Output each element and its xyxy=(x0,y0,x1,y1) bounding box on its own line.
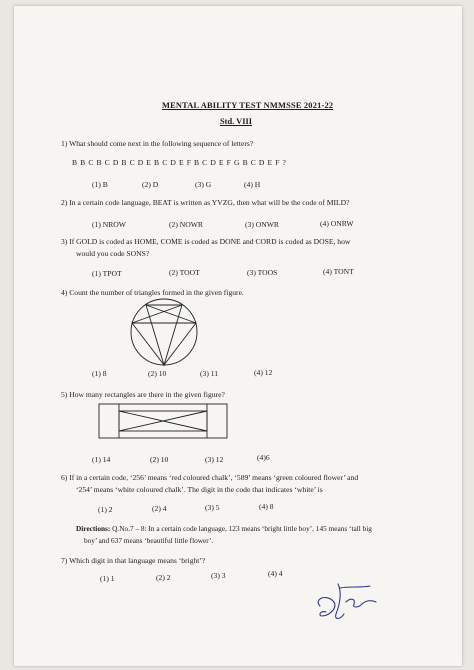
question-3-option-4: (4) TONT xyxy=(323,267,354,276)
question-2-option-1: (1) NROW xyxy=(92,220,126,229)
question-4-text: 4) Count the number of triangles formed in the given figure. xyxy=(61,288,244,297)
question-7-text: 7) Which digit in that language means ‘bright’? xyxy=(61,556,206,565)
question-7-option-3: (3) 3 xyxy=(211,571,226,580)
question-3-option-1: (1) TPOT xyxy=(92,269,122,278)
question-1-option-1: (1) B xyxy=(92,180,108,189)
directions-line-2: boy’ and 637 means ‘beautiful little flower’. xyxy=(84,536,214,545)
triangles-figure xyxy=(98,281,230,381)
question-3-text-line-2: would you code SONS? xyxy=(76,249,150,258)
question-5-option-2: (2) 10 xyxy=(150,455,169,464)
question-2-option-2: (2) NOWR xyxy=(169,220,203,229)
rectangles-figure xyxy=(98,403,228,439)
question-3-text-line-1: 3) If GOLD is coded as HOME, COME is coded as DONE and CORD is coded as DOSE, how xyxy=(61,237,351,246)
question-6-option-4: (4) 8 xyxy=(259,502,274,511)
question-6-option-1: (1) 2 xyxy=(98,505,113,514)
directions-label: Directions: xyxy=(76,524,111,533)
question-7-option-1: (1) 1 xyxy=(100,574,115,583)
question-6-option-3: (3) 5 xyxy=(205,503,220,512)
question-2-text: 2) In a certain code language, BEAT is written as YVZG, then what will be the code of MILD? xyxy=(61,198,350,207)
question-1-sequence: B B C B C D B C D E B C D E F B C D E F G B C D E F ? xyxy=(72,158,287,167)
question-4-option-2: (2) 10 xyxy=(148,369,167,378)
page-title: MENTAL ABILITY TEST NMMSSE 2021-22 xyxy=(162,101,334,110)
question-5-text: 5) How many rectangles are there in the given figure? xyxy=(61,390,225,399)
directions-line-1: Directions: Q.No.7 – 8: In a certain code language, 123 means ‘bright little boy’, 145 means ‘tall big xyxy=(76,524,372,533)
question-4-option-1: (1) 8 xyxy=(92,369,107,378)
question-6-text-line-1: 6) If in a certain code, ‘256’ means ‘red coloured chalk’, ‘589’ means ‘green coloured flower’ and xyxy=(61,473,359,482)
question-6-option-2: (2) 4 xyxy=(152,504,167,513)
question-4-option-4: (4) 12 xyxy=(254,368,273,377)
question-7-option-4: (4) 4 xyxy=(268,569,283,578)
question-5-option-3: (3) 12 xyxy=(205,455,224,464)
question-1-option-2: (2) D xyxy=(142,180,159,189)
question-3-option-3: (3) TOOS xyxy=(247,268,278,277)
question-7-option-2: (2) 2 xyxy=(156,573,171,582)
exam-page xyxy=(14,6,462,666)
question-1-option-4: (4) H xyxy=(244,180,261,189)
standard-label: Std. VIII xyxy=(220,117,252,126)
question-4-option-3: (3) 11 xyxy=(200,369,219,378)
question-2-option-3: (3) ONWR xyxy=(245,220,279,229)
question-3-option-2: (2) TOOT xyxy=(169,268,200,277)
question-5-option-1: (1) 14 xyxy=(92,455,111,464)
question-1-option-3: (3) G xyxy=(195,180,212,189)
question-5-option-4: (4)6 xyxy=(257,453,270,462)
question-6-text-line-2: ‘254’ means ‘white coloured chalk’. The digit in the code that indicates ‘white’ is xyxy=(76,485,323,494)
question-2-option-4: (4) ONRW xyxy=(320,219,354,228)
question-1-text: 1) What should come next in the following sequence of letters? xyxy=(61,139,254,148)
signature xyxy=(310,576,390,626)
